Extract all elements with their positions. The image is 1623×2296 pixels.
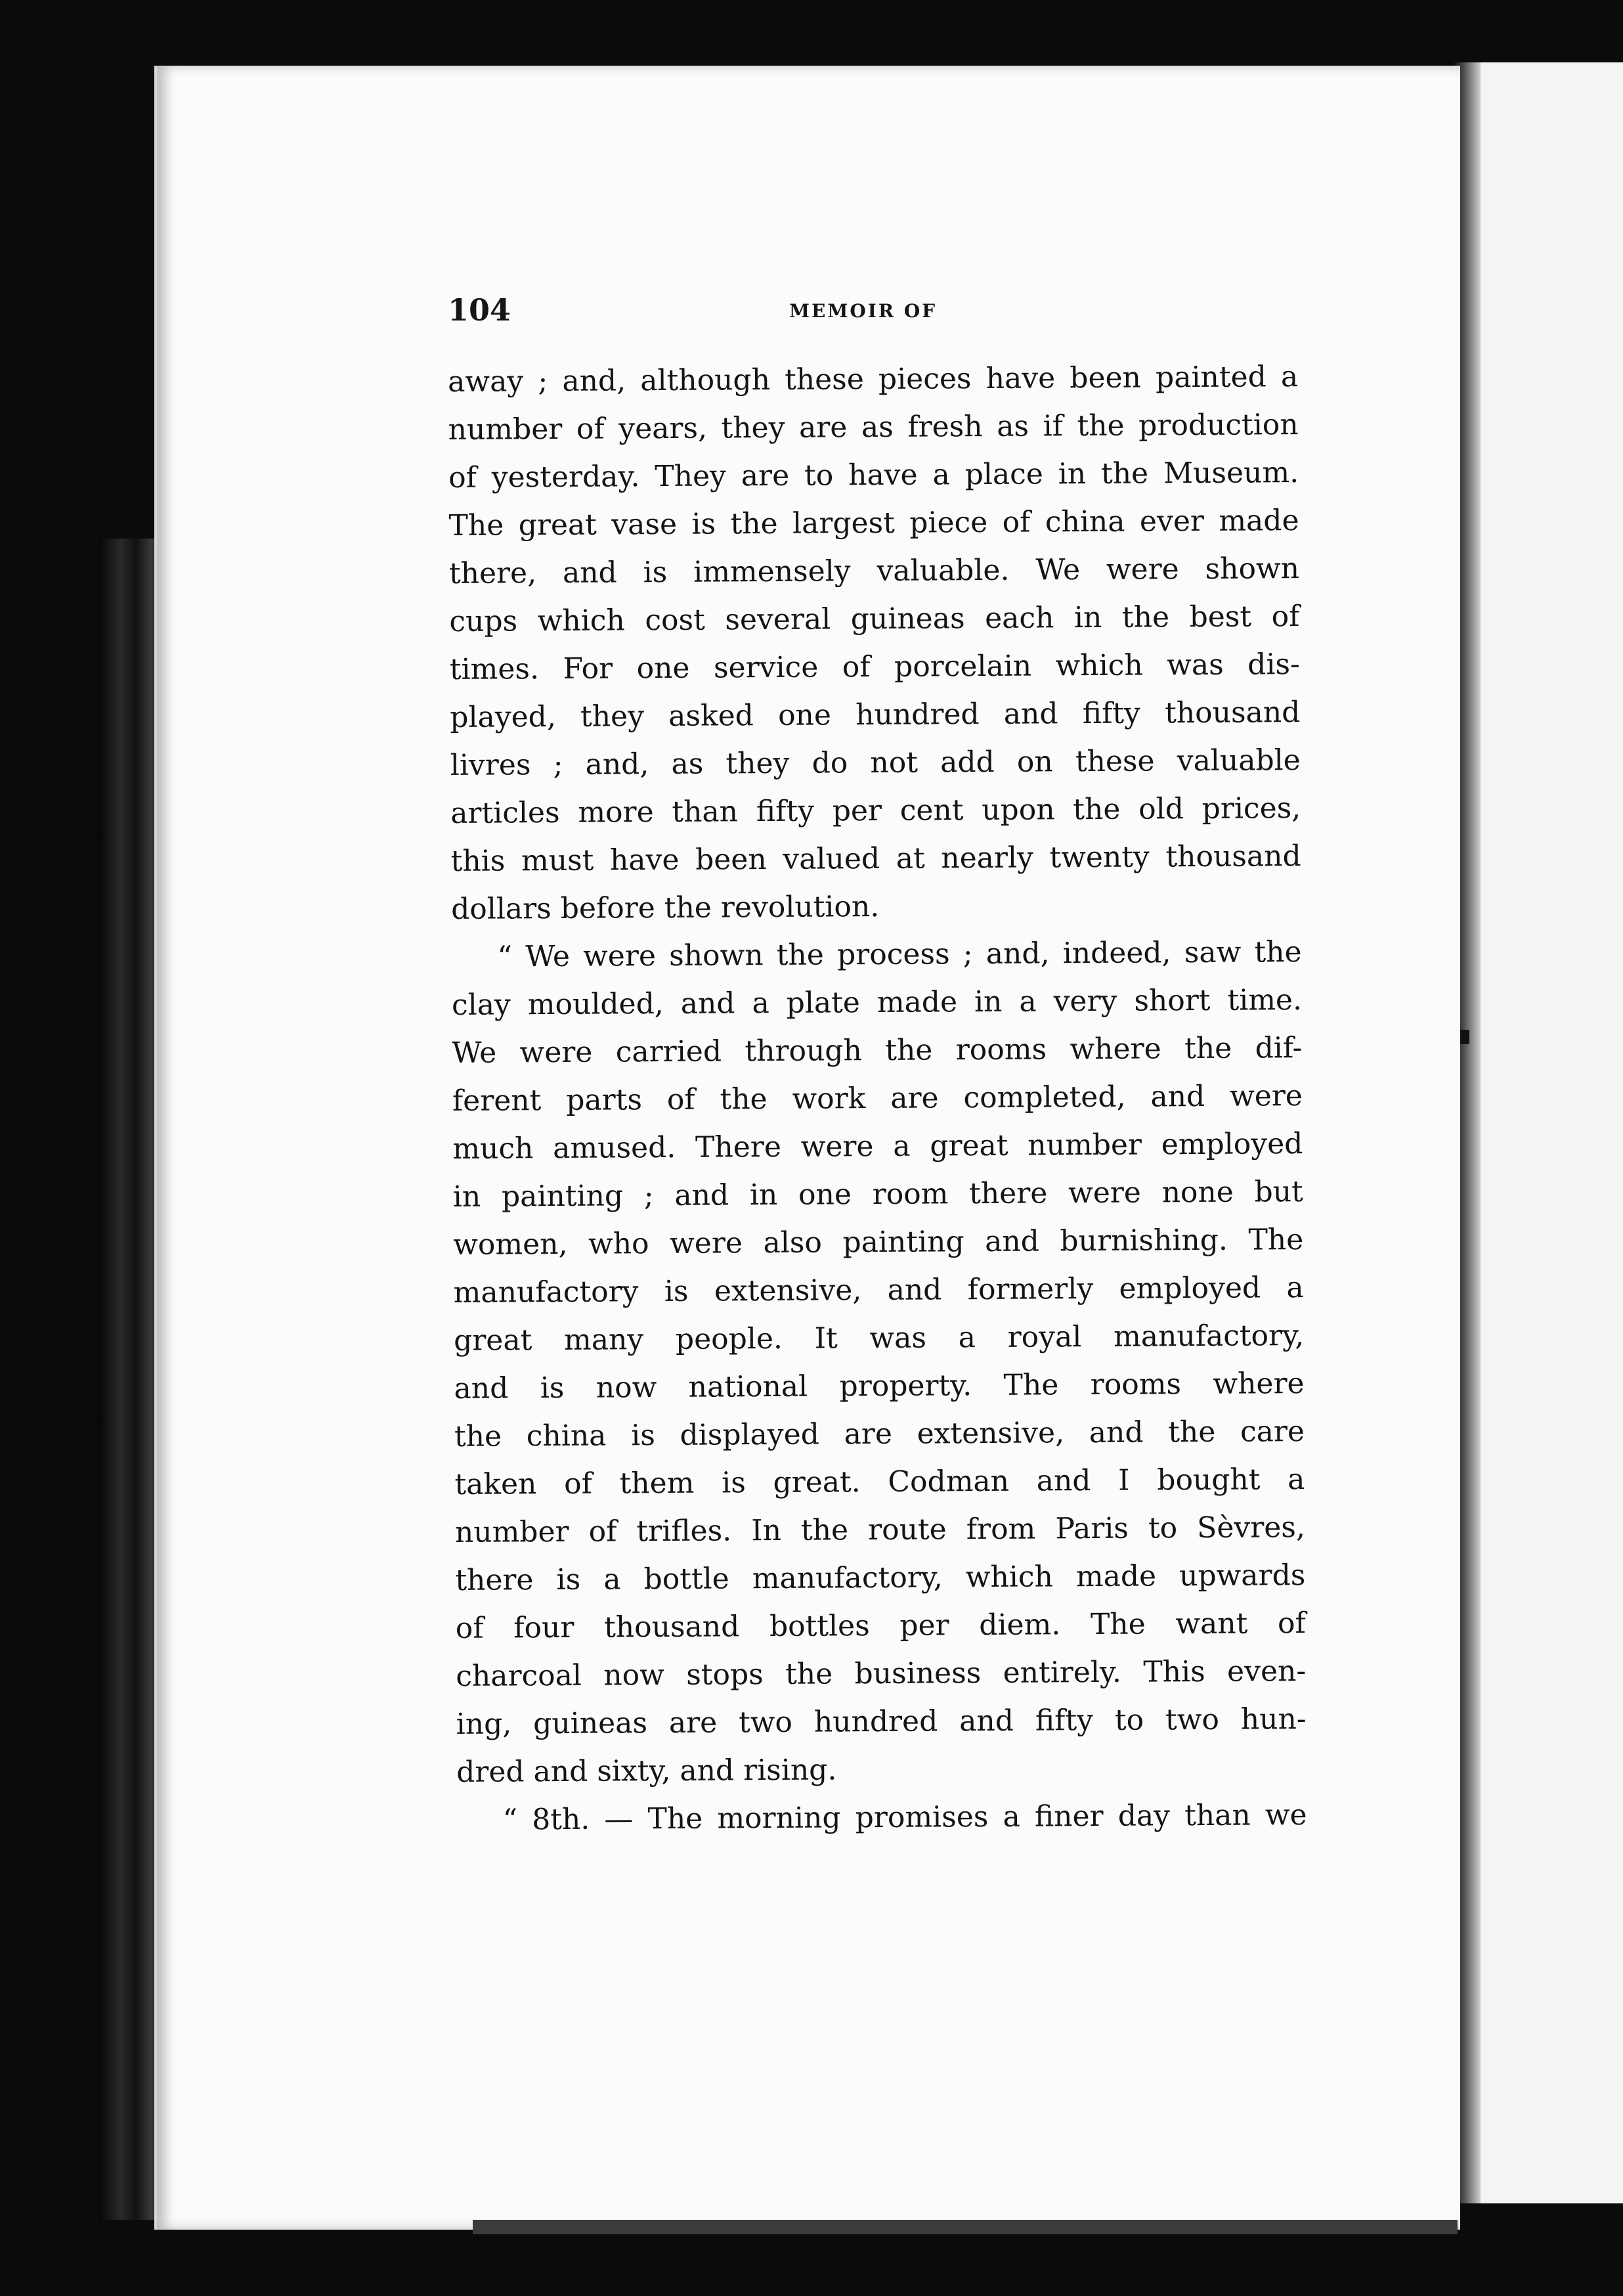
- text-line: We were carried through the rooms where the dif-: [452, 1031, 1303, 1070]
- text-line: ferent parts of the work are completed, and were: [452, 1079, 1303, 1118]
- text-line: women, who were also painting and burnishing. The: [453, 1223, 1304, 1262]
- next-page-edge: [1454, 62, 1623, 2203]
- text-line: there, and is immensely valuable. We were shown: [448, 552, 1300, 590]
- text-line: there is a bottle manufactory, which made upwards: [455, 1558, 1306, 1597]
- running-head: MEMOIR OF: [789, 300, 938, 322]
- text-line: played, they asked one hundred and fifty thousand: [450, 695, 1301, 734]
- text-line: number of years, they are as fresh as if the production: [448, 408, 1299, 447]
- page-bottom-shadow: [473, 2220, 1458, 2234]
- text-line: in painting ; and in one room there were none but: [452, 1175, 1303, 1214]
- text-line: taken of them is great. Codman and I bought a: [454, 1463, 1305, 1501]
- body-text: [448, 353, 1307, 1844]
- text-line: much amused. There were a great number employed: [452, 1127, 1303, 1166]
- text-line: charcoal now stops the business entirely. This even-: [456, 1654, 1307, 1693]
- text-line: livres ; and, as they do not add on these valuable: [450, 743, 1301, 782]
- text-line: clay moulded, and a plate made in a very short time.: [451, 983, 1303, 1022]
- book-spine-shadow: [98, 539, 161, 2220]
- text-line: “ 8th. — The morning promises a finer day than we: [502, 1798, 1307, 1837]
- text-line: away ; and, although these pieces have been painted a: [448, 360, 1299, 399]
- text-line: of four thousand bottles per diem. The want of: [455, 1606, 1306, 1645]
- text-line: manufactory is extensive, and formerly employed a: [453, 1271, 1304, 1310]
- text-line: great many people. It was a royal manufactory,: [453, 1319, 1305, 1358]
- text-line: articles more than fifty per cent upon the old prices,: [450, 791, 1301, 830]
- text-line: “ We were shown the process ; and, indeed, saw the: [497, 935, 1302, 974]
- text-line: dollars before the revolution.: [450, 890, 880, 926]
- text-line: and is now national property. The rooms where: [454, 1367, 1305, 1405]
- text-line: this must have been valued at nearly twenty thousand: [450, 839, 1301, 878]
- text-line: of yesterday. They are to have a place in the Museum.: [448, 456, 1299, 495]
- text-line: The great vase is the largest piece of china ever made: [448, 504, 1299, 542]
- text-line: number of trifles. In the route from Paris to Sèvres,: [454, 1511, 1306, 1549]
- scan-speck: [1459, 1030, 1469, 1044]
- text-line: dred and sixty, and rising.: [456, 1753, 837, 1789]
- text-line: ing, guineas are two hundred and fifty to two hun-: [456, 1702, 1307, 1741]
- page-header: [448, 292, 1301, 332]
- text-line: the china is displayed are extensive, and the care: [454, 1415, 1305, 1453]
- page-number: 104: [448, 292, 511, 328]
- text-line: cups which cost several guineas each in the best of: [449, 600, 1300, 638]
- text-line: times. For one service of porcelain which was dis-: [449, 648, 1301, 686]
